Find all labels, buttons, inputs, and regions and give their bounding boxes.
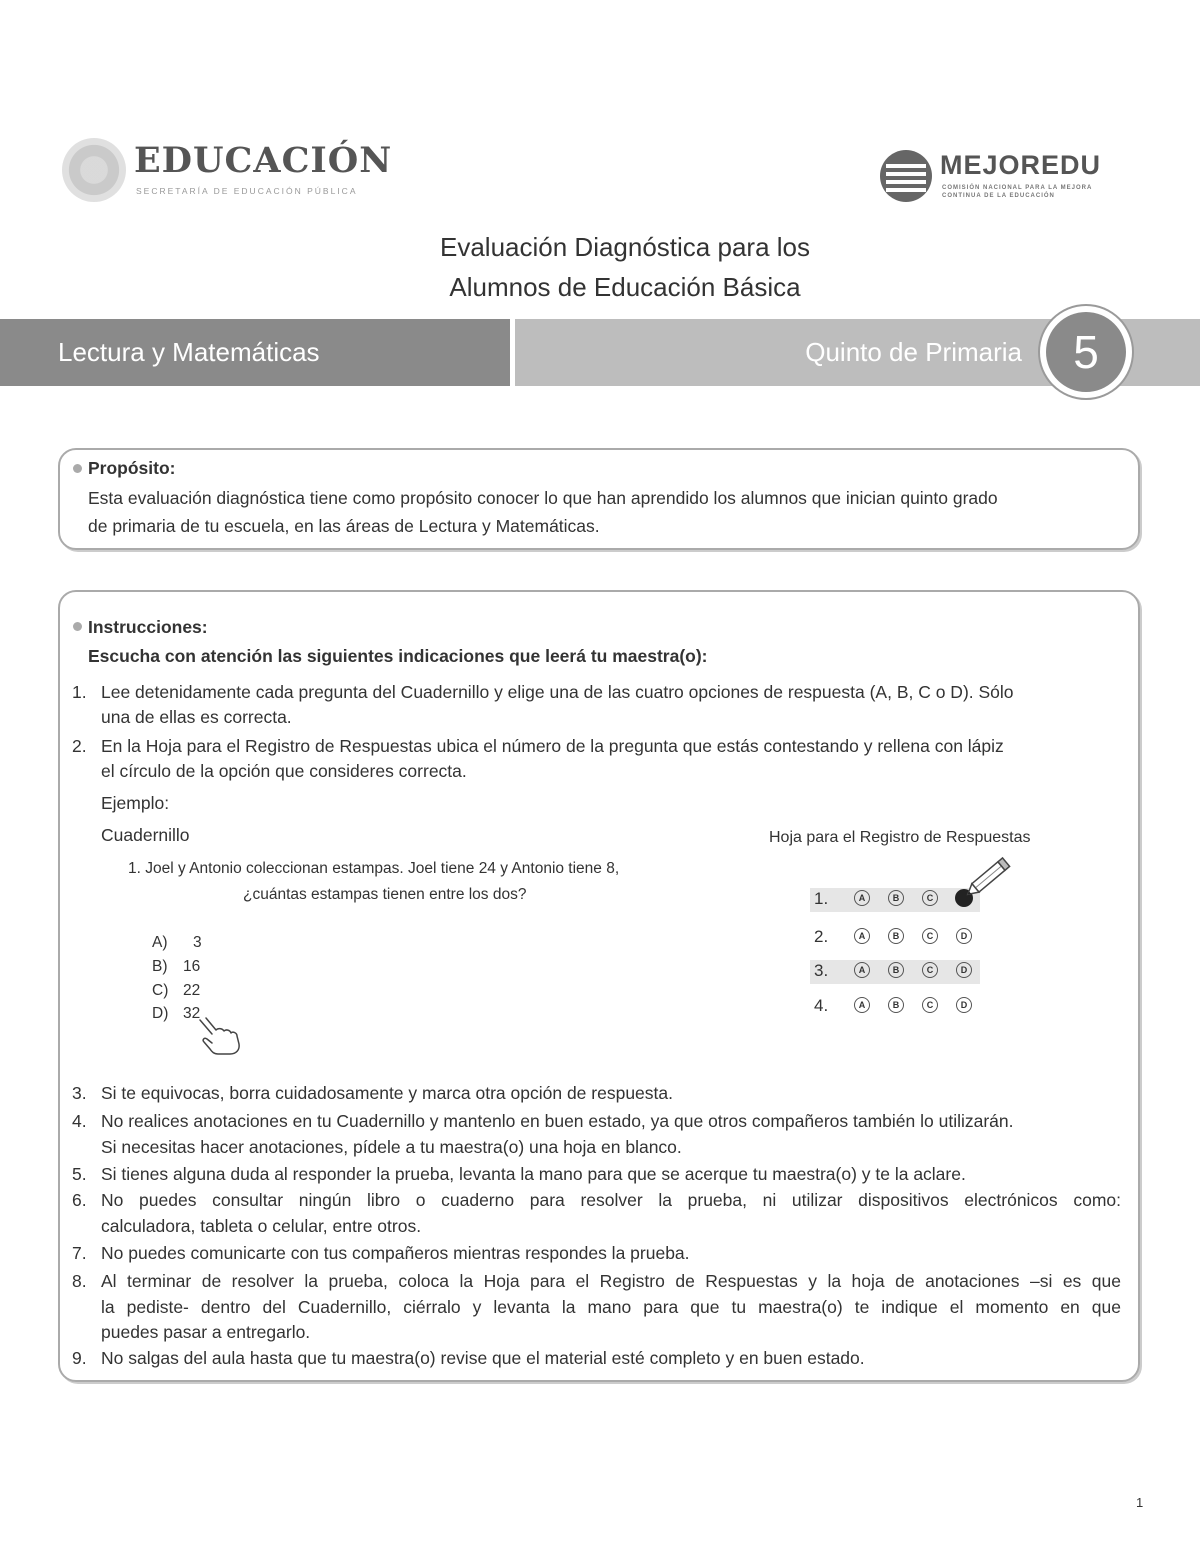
sep-logo-subtitle: SECRETARÍA DE EDUCACIÓN PÚBLICA (136, 186, 358, 196)
answer-row: 1. A B C (810, 888, 980, 912)
page-title-line1: Evaluación Diagnóstica para los (440, 232, 810, 262)
instruction-number: 8. (72, 1271, 87, 1291)
instruction-2-line2: el círculo de la opción que consideres correcta. (101, 761, 467, 781)
bubble-c-icon: C (922, 890, 938, 906)
instruction-number: 5. (72, 1164, 87, 1184)
option-value: 32 (183, 1005, 201, 1022)
instruction-3-line1: Si te equivocas, borra cuidadosamente y marca otra opción de respuesta. (101, 1083, 673, 1103)
instruction-number: 3. (72, 1083, 87, 1103)
option-letter: A) (152, 934, 168, 951)
example-label: Ejemplo: (101, 793, 170, 813)
sep-logo (62, 136, 393, 210)
bubble-c-icon: C (922, 997, 938, 1013)
instruction-number: 9. (72, 1348, 87, 1368)
purpose-bullet-icon (73, 464, 82, 473)
purpose-text-line2: de primaria de tu escuela, en las áreas de Lectura y Matemáticas. (88, 516, 600, 536)
bubble-b-icon: B (888, 928, 904, 944)
cuadernillo-label: Cuadernillo (101, 825, 190, 845)
instruction-2-line1: En la Hoja para el Registro de Respuestas ubica el número de la pregunta que estás contestando y rellena con lápiz (101, 736, 1004, 756)
bubble-d-icon: D (956, 962, 972, 978)
instruction-1-line1: Lee detenidamente cada pregunta del Cuadernillo y elige una de las cuatro opciones de respuesta (A, B, C o D). Sólo (101, 682, 1014, 702)
mejoredu-logo-word: MEJOREDU (940, 150, 1102, 180)
bubble-a-icon: A (854, 928, 870, 944)
instruction-9-line1: No salgas del aula hasta que tu maestra(o) revise que el material esté completo y en buen estado. (101, 1348, 865, 1368)
option-value: 22 (183, 982, 201, 999)
subject-label: Lectura y Matemáticas (58, 337, 320, 367)
answer-row: 2. A B C D (810, 926, 980, 950)
instructions-bullet-icon (73, 622, 82, 631)
example-question-line2: ¿cuántas estampas tienen entre los dos? (243, 886, 527, 903)
instruction-4-line2: Si necesitas hacer anotaciones, pídele a tu maestra(o) una hoja en blanco. (101, 1137, 682, 1157)
bubble-d-icon: D (956, 997, 972, 1013)
instruction-number: 1. (72, 682, 87, 702)
instruction-6-line1: No puedes consultar ningún libro o cuaderno para resolver la prueba, ni utilizar dispositivos electrónicos como: (101, 1190, 1121, 1210)
instruction-number: 4. (72, 1111, 87, 1131)
pencil-icon (960, 852, 1016, 904)
option-letter: D) (152, 1005, 169, 1022)
instruction-number: 2. (72, 736, 87, 756)
grade-label: Quinto de Primaria (805, 337, 1022, 367)
instructions-heading: Instrucciones: (88, 617, 208, 637)
mejoredu-logo-subtitle: COMISIÓN NACIONAL PARA LA MEJORA CONTINUA DE LA EDUCACIÓN (942, 185, 1093, 199)
bubble-a-icon: A (854, 997, 870, 1013)
page-title-line2: Alumnos de Educación Básica (449, 272, 801, 302)
instructions-subheading: Escucha con atención las siguientes indicaciones que leerá tu maestra(o): (88, 646, 708, 666)
instruction-4-line1: No realices anotaciones en tu Cuadernillo y mantenlo en buen estado, ya que otros compañeros también lo utilizarán. (101, 1111, 1014, 1131)
option-letter: B) (152, 958, 168, 975)
bubble-a-icon: A (854, 890, 870, 906)
instruction-6-line2: calculadora, tableta o celular, entre otros. (101, 1216, 422, 1236)
mejoredu-logo (880, 148, 1130, 204)
instruction-8-line3: puedes pasar a entregarlo. (101, 1322, 311, 1342)
bubble-a-icon: A (854, 962, 870, 978)
page-number: 1 (1136, 1495, 1144, 1510)
instruction-5-line1: Si tienes alguna duda al responder la prueba, levanta la mano para que se acerque tu maestra(o) y te la aclare. (101, 1164, 966, 1184)
option-value: 16 (183, 958, 201, 975)
subject-banner (0, 319, 510, 386)
instruction-7-line1: No puedes comunicarte con tus compañeros mientras respondes la prueba. (101, 1243, 690, 1263)
sep-logo-word: EDUCACIÓN (134, 140, 393, 181)
instruction-number: 7. (72, 1243, 87, 1263)
purpose-text-line1: Esta evaluación diagnóstica tiene como propósito conocer lo que han aprendido los alumnos que inician quinto grado (88, 488, 998, 508)
instruction-8-line1: Al terminar de resolver la prueba, coloca la Hoja para el Registro de Respuestas y la hoja de anotaciones –si es que (101, 1271, 1121, 1291)
mejoredu-emblem-icon (880, 150, 932, 202)
bubble-c-icon: C (922, 928, 938, 944)
option-letter: C) (152, 982, 169, 999)
pointing-hand-icon (196, 1016, 244, 1058)
national-seal-icon (62, 138, 126, 202)
example-question-line1: 1. Joel y Antonio coleccionan estampas. Joel tiene 24 y Antonio tiene 8, (128, 860, 620, 877)
instruction-1-line2: una de ellas es correcta. (101, 707, 292, 727)
bubble-b-icon: B (888, 890, 904, 906)
option-value: 3 (193, 934, 202, 951)
instruction-8-line2: la pediste- dentro del Cuadernillo, ciérralo y levanta la mano para que tu maestra(o) te indique el momento en que (101, 1297, 1121, 1317)
answer-sheet-label: Hoja para el Registro de Respuestas (769, 829, 1031, 846)
bubble-d-icon: D (956, 928, 972, 944)
answer-row: 3. A B C D (810, 960, 980, 984)
answer-row: 4. A B C D (810, 995, 980, 1019)
instruction-number: 6. (72, 1190, 87, 1210)
bubble-c-icon: C (922, 962, 938, 978)
bubble-b-icon: B (888, 997, 904, 1013)
bubble-b-icon: B (888, 962, 904, 978)
grade-number: 5 (1046, 312, 1126, 392)
purpose-heading: Propósito: (88, 458, 176, 478)
